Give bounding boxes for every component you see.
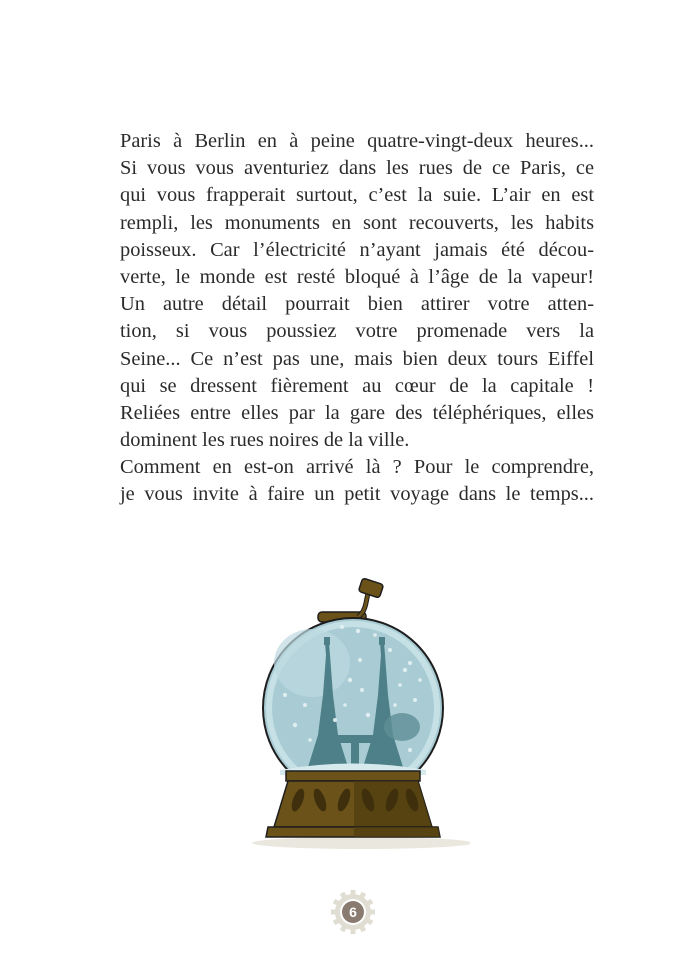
text-line: Seine... Ce n’est pas une, mais bien deux tours Eiffel xyxy=(120,347,594,370)
snow-globe-icon xyxy=(250,575,470,855)
text-line: verte, le monde est resté bloqué à l’âge de la vapeur! xyxy=(120,265,594,288)
text-line: Reliées entre elles par la gare des téléphériques, elles xyxy=(120,401,594,424)
text-line: je vous invite à faire un petit voyage dans le temps... xyxy=(120,483,594,506)
text-line: tion, si vous poussiez votre promenade vers la xyxy=(120,320,594,343)
snow-globe-illustration xyxy=(250,575,470,855)
body-text xyxy=(120,128,594,509)
text-line: rempli, les monuments en sont recouverts, les habits xyxy=(120,211,594,234)
text-line: poisseux. Car l’électricité n’ayant jamais été décou- xyxy=(120,238,594,261)
text-line: Un autre détail pourrait bien attirer votre atten- xyxy=(120,293,594,316)
text-line: Comment en est-on arrivé là ? Pour le comprendre, xyxy=(120,456,594,479)
text-line: qui se dressent fièrement au cœur de la capitale ! xyxy=(120,374,594,397)
text-line: Paris à Berlin en à peine quatre-vingt-deux heures... xyxy=(120,130,594,152)
page-number: 6 xyxy=(349,904,357,920)
text-line: dominent les rues noires de la ville. xyxy=(120,429,410,452)
text-line: qui vous frapperait surtout, c’est la suie. L’air en est xyxy=(120,184,594,207)
text-line: Si vous vous aventuriez dans les rues de ce Paris, ce xyxy=(120,157,594,180)
page-number-badge xyxy=(331,890,375,934)
